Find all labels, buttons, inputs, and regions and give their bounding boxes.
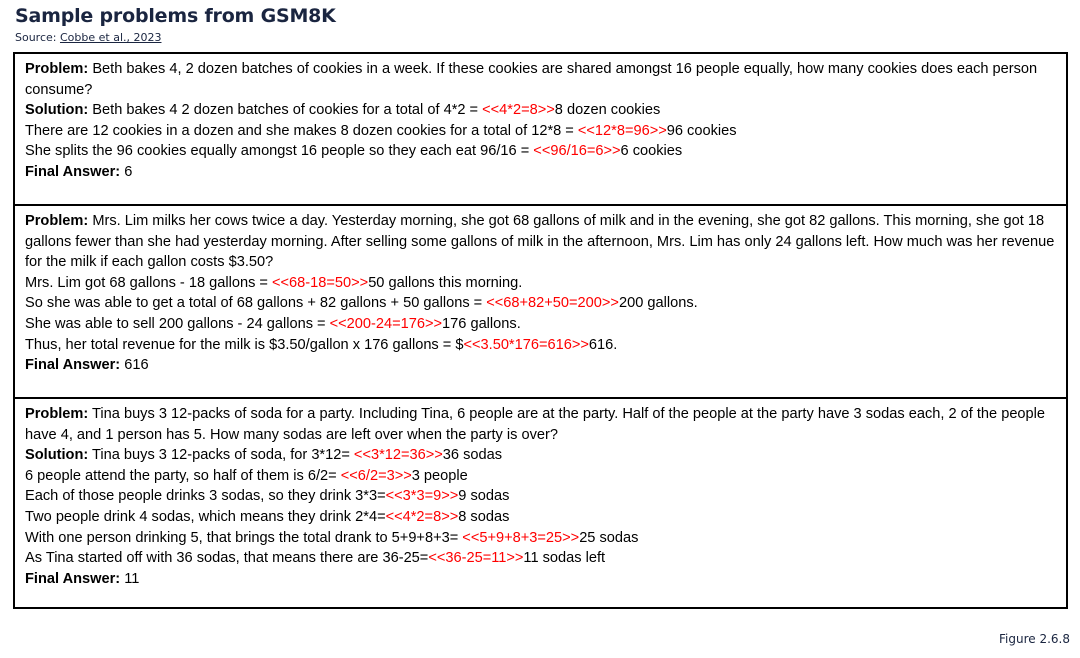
step-result: 6 cookies	[620, 143, 683, 160]
source-link[interactable]: Cobbe et al., 2023	[59, 31, 162, 44]
problem-label: Problem:	[25, 406, 89, 422]
problem-block-2	[15, 204, 1066, 397]
solution-label: Solution:	[25, 447, 89, 464]
step-calculation: <<68+82+50=200>>	[486, 295, 619, 312]
final-answer	[25, 569, 1056, 590]
final-answer-value: 616	[120, 357, 149, 374]
step-result: 8 dozen cookies	[554, 102, 661, 119]
step-text: With one person drinking 5, that brings the total drank to 5+9+8+3=	[25, 529, 463, 546]
solution-step	[25, 121, 1056, 142]
solution-step	[25, 293, 1056, 314]
step-text: Mrs. Lim got 68 gallons - 18 gallons =	[25, 274, 273, 291]
problem-label: Problem:	[25, 61, 89, 77]
page-title: Sample problems from GSM8K	[15, 5, 336, 27]
final-answer-value: 6	[120, 163, 133, 180]
problem-text: Mrs. Lim milks her cows twice a day. Yesterday morning, she got 68 gallons of milk and in the evening, she got 82 gallons. This morning, she got 18 gallons fewer than she had yesterday morning. After selling some gallons of milk in the afternoon, Mrs. Lim has only 24 gallons left. How much was her revenue for the milk if each gallon costs $3.50?	[25, 213, 1055, 271]
figure-label: Figure 2.6.8	[999, 632, 1070, 646]
step-calculation: <<4*2=8>>	[482, 102, 555, 119]
final-answer	[25, 355, 1056, 376]
step-text: 6 people attend the party, so half of them is 6/2=	[25, 467, 341, 484]
problem-statement	[25, 404, 1056, 445]
solution-step	[25, 273, 1056, 294]
step-text: So she was able to get a total of 68 gallons + 82 gallons + 50 gallons =	[25, 295, 487, 312]
step-result: 200 gallons.	[618, 295, 698, 312]
solution-step	[25, 486, 1056, 507]
solution-label: Solution:	[25, 102, 89, 119]
step-calculation: <<3*12=36>>	[353, 447, 443, 464]
step-result: 50 gallons this morning.	[368, 274, 523, 291]
problems-table	[13, 52, 1068, 609]
final-answer-label: Final Answer:	[25, 163, 121, 180]
final-answer	[25, 162, 1056, 183]
step-text: There are 12 cookies in a dozen and she makes 8 dozen cookies for a total of 12*8 =	[25, 122, 578, 139]
step-text: Two people drink 4 sodas, which means they drink 2*4=	[25, 508, 386, 525]
solution-step	[25, 466, 1056, 487]
solution-step	[25, 141, 1056, 162]
solution-step	[25, 548, 1056, 569]
step-calculation: <<12*8=96>>	[577, 122, 667, 139]
step-result: 96 cookies	[666, 122, 737, 139]
solution-step	[25, 507, 1056, 528]
step-calculation: <<3*3=9>>	[385, 488, 459, 505]
step-result: 176 gallons.	[442, 315, 521, 332]
step-calculation: <<96/16=6>>	[533, 143, 621, 160]
step-result: 36 sodas	[442, 447, 503, 464]
step-text: She was able to sell 200 gallons - 24 gallons =	[25, 315, 330, 332]
solution-step	[25, 445, 1056, 466]
step-calculation: <<5+9+8+3=25>>	[462, 529, 580, 546]
step-result: 3 people	[411, 467, 468, 484]
problem-block-3	[15, 397, 1066, 607]
solution-step	[25, 314, 1056, 335]
step-text: Beth bakes 4 2 dozen batches of cookies for a total of 4*2 =	[88, 102, 483, 119]
step-result: 25 sodas	[579, 529, 639, 546]
problem-statement	[25, 211, 1056, 273]
step-calculation: <<6/2=3>>	[340, 467, 412, 484]
final-answer-value: 11	[120, 570, 140, 587]
step-calculation: <<68-18=50>>	[272, 274, 369, 291]
source-line	[15, 31, 161, 44]
step-text: Each of those people drinks 3 sodas, so they drink 3*3=	[25, 488, 386, 505]
step-result: 9 sodas	[458, 488, 510, 505]
problem-label: Problem:	[25, 213, 89, 229]
final-answer-label: Final Answer:	[25, 570, 121, 587]
step-result: 8 sodas	[458, 508, 510, 525]
problem-block-1	[15, 54, 1066, 204]
solution-step	[25, 528, 1056, 549]
problem-text: Tina buys 3 12-packs of soda for a party. Including Tina, 6 people are at the party. Half of the people at the party have 3 sodas each, 2 of the people have 4, and 1 person has 5. How many sodas are left over when the party is over?	[25, 406, 1046, 443]
step-calculation: <<3.50*176=616>>	[463, 336, 589, 353]
step-calculation: <<200-24=176>>	[329, 315, 443, 332]
step-result: 616.	[588, 336, 618, 353]
step-calculation: <<36-25=11>>	[428, 550, 524, 567]
problem-statement	[25, 59, 1056, 100]
step-result: 11 sodas left	[523, 550, 606, 567]
problem-text: Beth bakes 4, 2 dozen batches of cookies in a week. If these cookies are shared amongst 16 people equally, how many cookies does each person consume?	[25, 61, 1038, 98]
step-text: As Tina started off with 36 sodas, that means there are 36-25=	[25, 550, 429, 567]
step-text: Tina buys 3 12-packs of soda, for 3*12=	[88, 447, 354, 464]
step-calculation: <<4*2=8>>	[385, 508, 459, 525]
step-text: Thus, her total revenue for the milk is $3.50/gallon x 176 gallons = $	[25, 336, 464, 353]
solution-step	[25, 335, 1056, 356]
final-answer-label: Final Answer:	[25, 357, 121, 374]
step-text: She splits the 96 cookies equally amongst 16 people so they each eat 96/16 =	[25, 143, 534, 160]
solution-step	[25, 100, 1056, 121]
source-prefix: Source:	[15, 31, 60, 44]
